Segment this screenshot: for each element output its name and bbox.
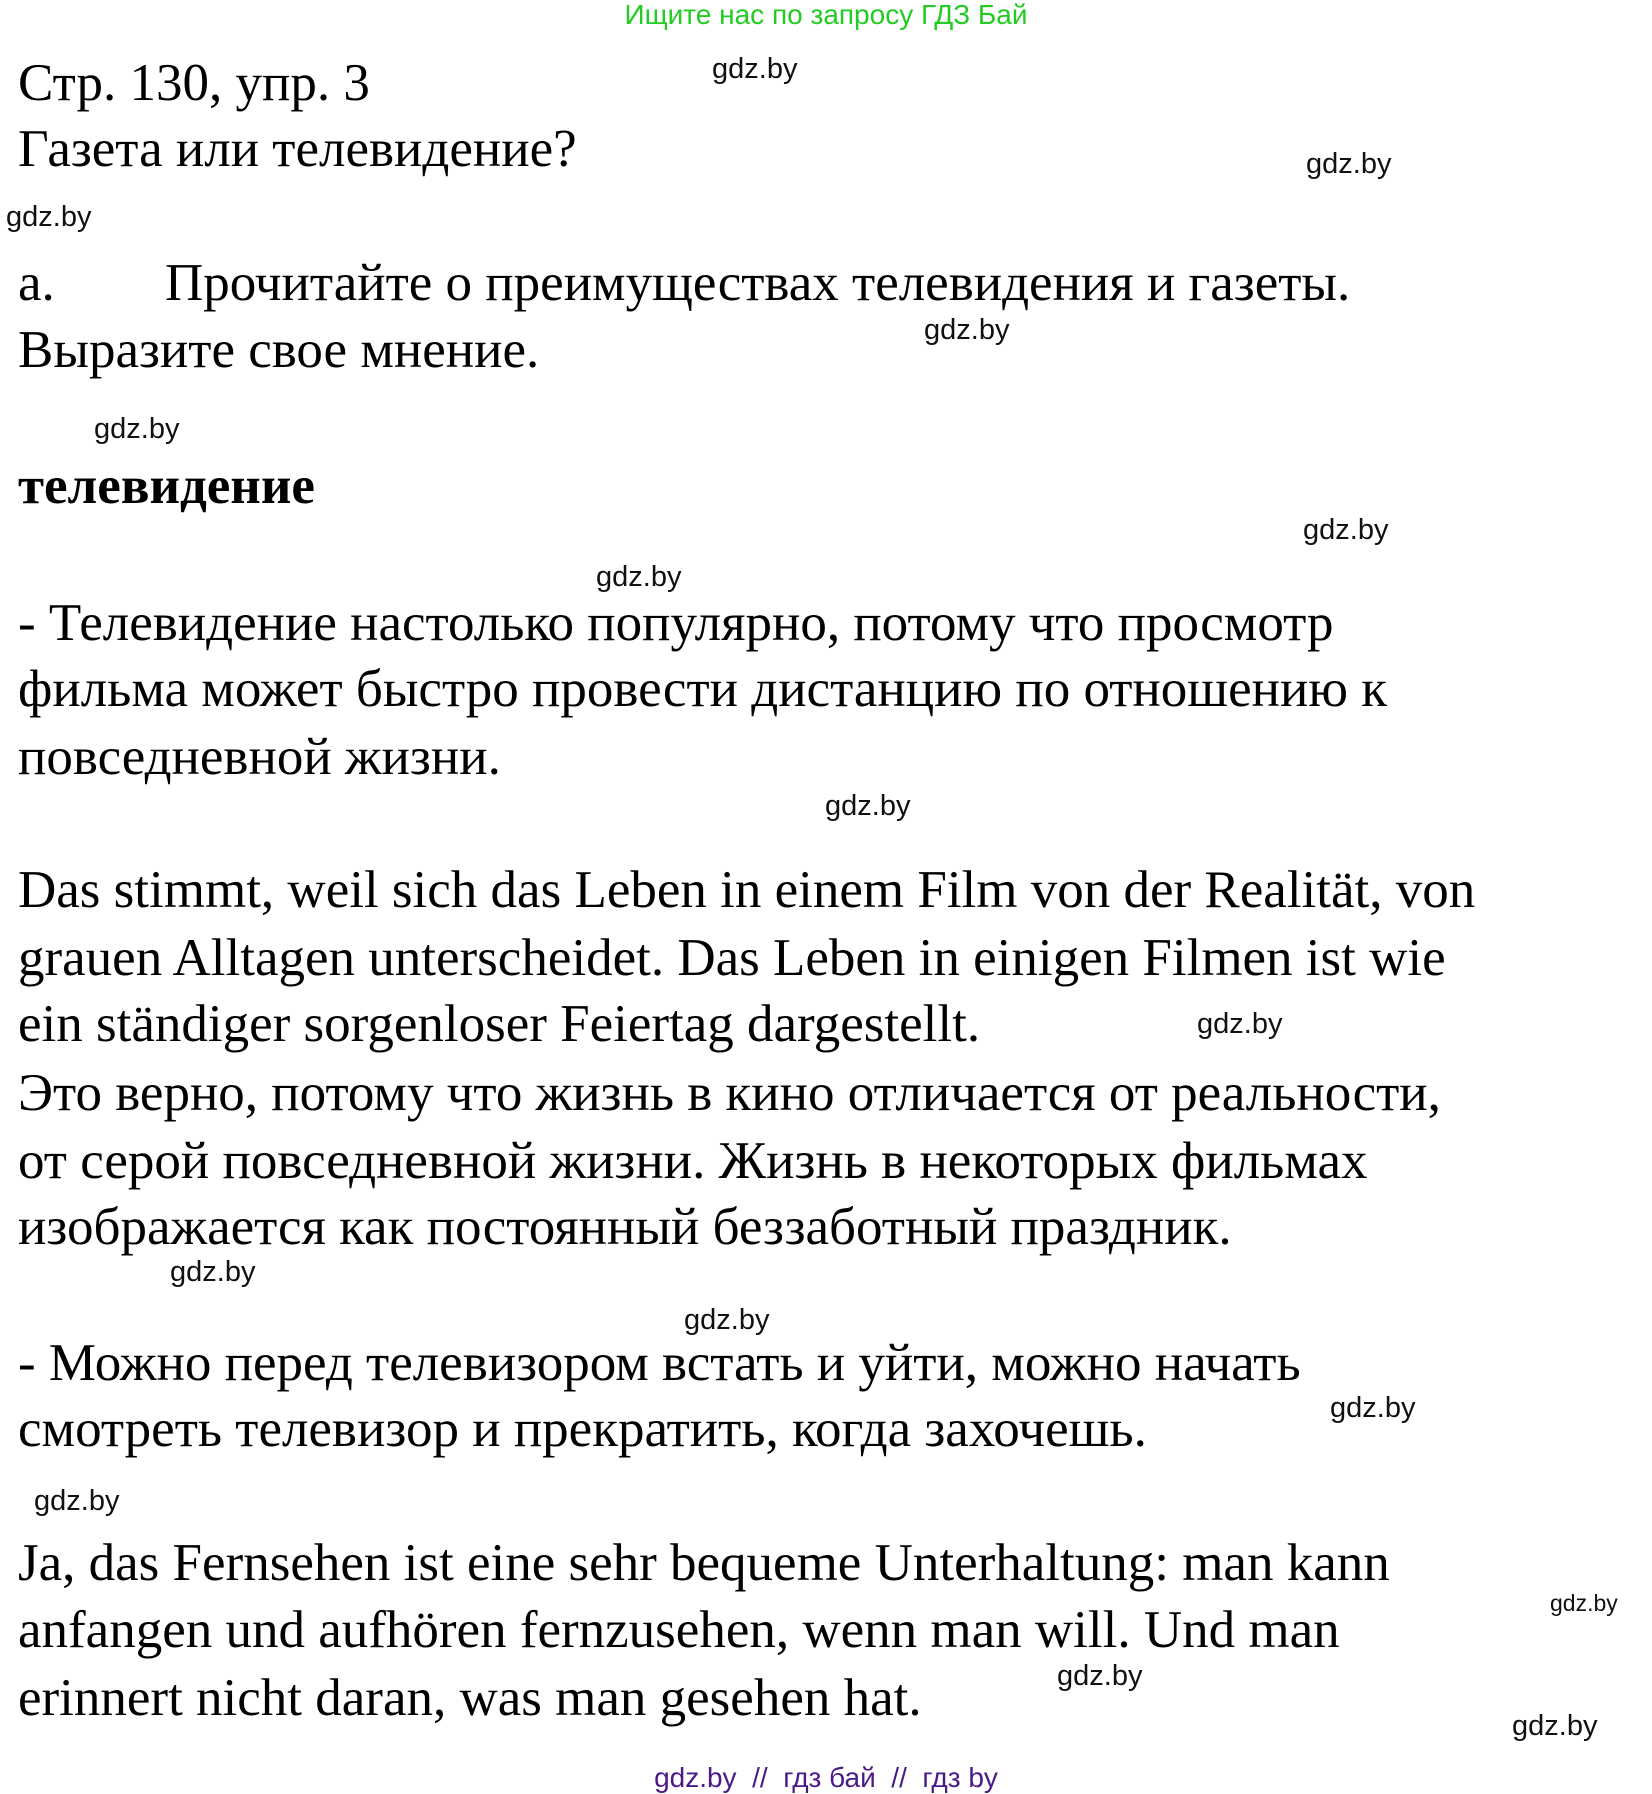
task-line-2: Выразите свое мнение.: [18, 321, 540, 379]
body-line: смотреть телевизор и прекратить, когда захочешь.: [18, 1400, 1147, 1458]
search-hint-banner: Ищите нас по запросу ГДЗ Бай: [624, 0, 1028, 30]
watermark: gdz.by: [1512, 1710, 1598, 1742]
task-marker: а.: [18, 254, 55, 312]
watermark: gdz.by: [1057, 1660, 1143, 1692]
watermark: gdz.by: [1330, 1392, 1416, 1424]
body-line: anfangen und aufhören fernzusehen, wenn man will. Und man: [18, 1601, 1340, 1659]
watermark: gdz.by: [170, 1256, 256, 1288]
watermark: gdz.by: [924, 314, 1010, 346]
body-line: фильма может быстро провести дистанцию по отношению к: [18, 660, 1387, 718]
watermark: gdz.by: [1303, 514, 1389, 546]
body-line: Это верно, потому что жизнь в кино отличается от реальности,: [18, 1064, 1441, 1122]
body-line: изображается как постоянный беззаботный праздник.: [18, 1198, 1232, 1256]
section-heading: телевидение: [18, 457, 315, 515]
watermark: gdz.by: [34, 1485, 120, 1517]
body-line: - Телевидение настолько популярно, потому что просмотр: [18, 594, 1334, 652]
watermark: gdz.by: [596, 561, 682, 593]
watermark: gdz.by: [1306, 148, 1392, 180]
watermark: gdz.by: [825, 790, 911, 822]
watermark: gdz.by: [94, 413, 180, 445]
watermark: gdz.by: [712, 53, 798, 85]
page-reference: Стр. 130, упр. 3: [18, 54, 370, 112]
footer-links[interactable]: gdz.by // гдз бай // гдз by: [654, 1762, 998, 1793]
exercise-title: Газета или телевидение?: [18, 120, 577, 178]
task-line-1: [18, 256, 1350, 310]
watermark: gdz.by: [684, 1304, 770, 1336]
body-line: от серой повседневной жизни. Жизнь в некоторых фильмах: [18, 1132, 1368, 1190]
watermark: gdz.by: [1550, 1590, 1618, 1616]
watermark: gdz.by: [1197, 1008, 1283, 1040]
body-line: ein ständiger sorgenloser Feiertag dargestellt.: [18, 995, 981, 1053]
body-line: erinnert nicht daran, was man gesehen hat.: [18, 1669, 922, 1727]
body-line: повседневной жизни.: [18, 728, 501, 786]
body-line: Ja, das Fernsehen ist eine sehr bequeme Unterhaltung: man kann: [18, 1534, 1390, 1592]
body-line: - Можно перед телевизором встать и уйти, можно начать: [18, 1334, 1301, 1392]
body-line: Das stimmt, weil sich das Leben in einem Film von der Realität, von: [18, 861, 1476, 919]
task-text: Прочитайте о преимуществах телевидения и газеты.: [165, 254, 1351, 312]
body-line: grauen Alltagen unterscheidet. Das Leben in einigen Filmen ist wie: [18, 929, 1446, 987]
watermark: gdz.by: [6, 201, 92, 233]
